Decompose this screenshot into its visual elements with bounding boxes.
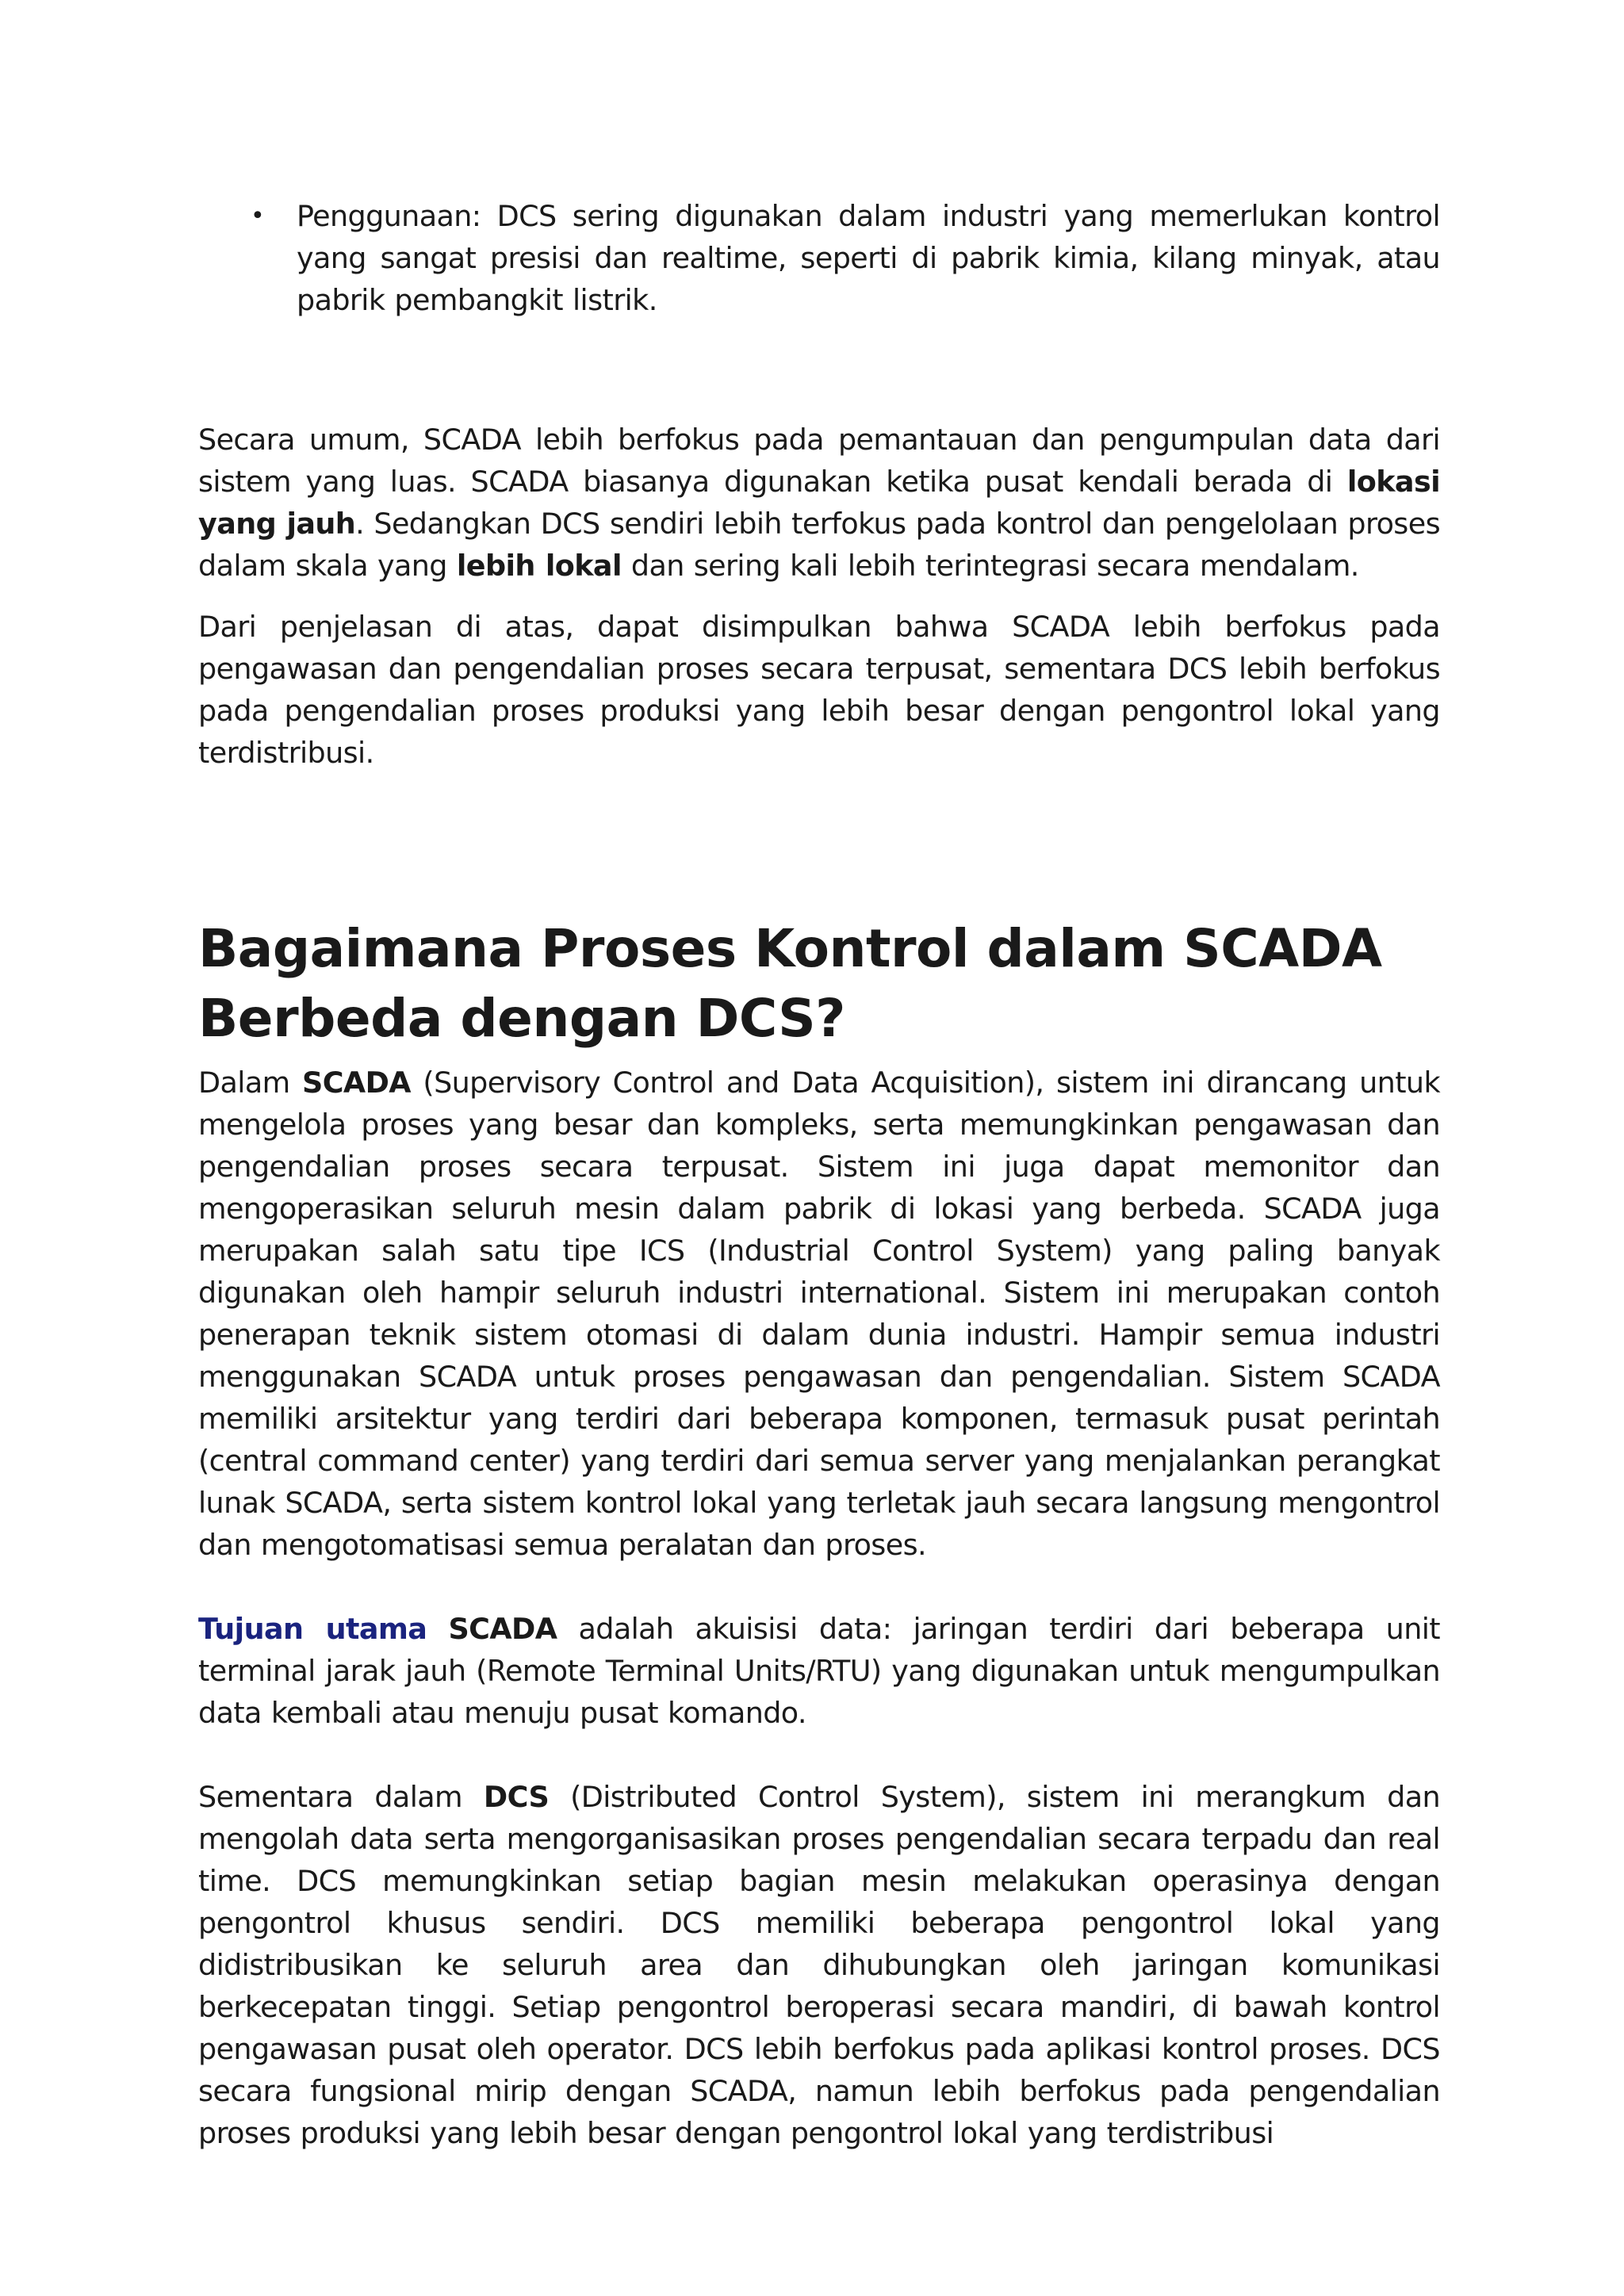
- bullet-list: [198, 195, 1440, 321]
- scada-bold: SCADA: [302, 1066, 411, 1100]
- summary-text-1: Secara umum, SCADA lebih berfokus pada pemantauan dan pengumpulan data dari sistem yang luas. SCADA biasanya digunakan ketika pusat kendali berada di: [198, 423, 1440, 499]
- goal-highlight: Tujuan utama: [198, 1612, 427, 1646]
- bullet-icon: •: [251, 202, 265, 230]
- scada-text-2: (Supervisory Control and Data Acquisition), sistem ini dirancang untuk mengelola proses yang besar dan kompleks, serta memungkinkan pengawasan dan pengendalian proses secara terpusat. Sistem ini juga dapat memonitor dan mengoperasikan seluruh mesin dalam pabrik di lokasi yang berbeda. SCADA juga merupakan salah satu tipe ICS (Industrial Control System) yang paling banyak digunakan oleh hampir seluruh industri international. Sistem ini merupakan contoh penerapan teknik sistem otomasi di dalam dunia industri. Hampir semua industri menggunakan SCADA untuk proses pengawasan dan pengendalian. Sistem SCADA memiliki arsitektur yang terdiri dari beberapa komponen, termasuk pusat perintah (central command center) yang terdiri dari semua server yang menjalankan perangkat lunak SCADA, serta sistem kontrol lokal yang terletak jauh secara langsung mengontrol dan mengotomatisasi semua peralatan dan proses.: [198, 1066, 1440, 1562]
- dcs-text-1: Sementara dalam: [198, 1780, 484, 1814]
- summary-text-3: dan sering kali lebih terintegrasi secara mendalam.: [621, 549, 1359, 583]
- summary-paragraph: [198, 419, 1440, 587]
- summary-text-2: . Sedangkan DCS sendiri lebih terfokus pada kontrol dan pengelolaan proses dalam skala yang: [198, 507, 1440, 583]
- conclusion-paragraph: Dari penjelasan di atas, dapat disimpulkan bahwa SCADA lebih berfokus pada pengawasan dan pengendalian proses secara terpusat, sementara DCS lebih berfokus pada pengendalian proses produksi yang lebih besar dengan pengontrol lokal yang terdistribusi.: [198, 610, 1440, 770]
- goal-text: adalah akuisisi data: jaringan terdiri dari beberapa unit terminal jarak jauh (Remote Terminal Units/RTU) yang digunakan untuk mengumpulkan data kembali atau menuju pusat komando.: [198, 1612, 1440, 1730]
- scada-paragraph: [198, 1062, 1440, 1566]
- list-item: [198, 195, 1440, 321]
- dcs-text-2: (Distributed Control System), sistem ini merangkum dan mengolah data serta mengorganisasikan proses pengendalian secara terpadu dan real time. DCS memungkinkan setiap bagian mesin melakukan operasinya dengan pengontrol khusus sendiri. DCS memiliki beberapa pengontrol lokal yang didistribusikan ke seluruh area dan dihubungkan oleh jaringan komunikasi berkecepatan tinggi. Setiap pengontrol beroperasi secara mandiri, di bawah kontrol pengawasan pusat oleh operator. DCS lebih berfokus pada aplikasi kontrol proses. DCS secara fungsional mirip dengan SCADA, namun lebih berfokus pada pengendalian proses produksi yang lebih besar dengan pengontrol lokal yang terdistribusi: [198, 1780, 1440, 2150]
- bullet-text: Penggunaan: DCS sering digunakan dalam industri yang memerlukan kontrol yang sangat presisi dan realtime, seperti di pabrik kimia, kilang minyak, atau pabrik pembangkit listrik.: [297, 199, 1440, 317]
- goal-bold: SCADA: [448, 1612, 557, 1646]
- summary-bold-far: lokasi yang jauh: [198, 465, 1440, 541]
- summary-bold-local: lebih lokal: [456, 549, 622, 583]
- section-heading: Bagaimana Proses Kontrol dalam SCADA Berbeda dengan DCS?: [198, 918, 1382, 1049]
- scada-text-1: Dalam: [198, 1066, 303, 1100]
- dcs-paragraph: [198, 1776, 1440, 2154]
- dcs-bold: DCS: [483, 1780, 550, 1814]
- goal-paragraph: [198, 1608, 1440, 1734]
- document-body: [198, 195, 1440, 2154]
